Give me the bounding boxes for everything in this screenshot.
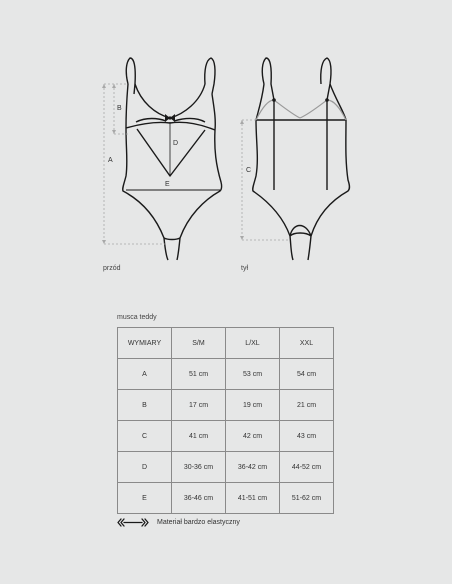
measure-letter-a: A: [108, 157, 113, 164]
row-label: D: [118, 452, 172, 483]
elasticity-note-text: Materiał bardzo elastyczny: [157, 519, 240, 526]
product-name: musca teddy: [117, 314, 157, 321]
header-size-xxl: XXL: [280, 328, 334, 359]
front-garment-drawing: [123, 58, 222, 260]
table-cell: 43 cm: [280, 421, 334, 452]
table-cell: 30-36 cm: [172, 452, 226, 483]
front-view-label: przód: [103, 265, 121, 272]
header-measurements: WYMIARY: [118, 328, 172, 359]
table-cell: 41-51 cm: [226, 483, 280, 514]
table-cell: 19 cm: [226, 390, 280, 421]
measure-letter-e: E: [165, 181, 170, 188]
size-table-header-row: [118, 328, 334, 359]
elasticity-note: [117, 518, 240, 527]
row-label: B: [118, 390, 172, 421]
table-cell: 41 cm: [172, 421, 226, 452]
header-size-lxl: L/XL: [226, 328, 280, 359]
table-cell: 21 cm: [280, 390, 334, 421]
table-cell: 53 cm: [226, 359, 280, 390]
table-row: [118, 359, 334, 390]
table-cell: 42 cm: [226, 421, 280, 452]
stretch-arrows-icon: [117, 518, 149, 527]
row-label: A: [118, 359, 172, 390]
back-garment-drawing: [253, 58, 350, 260]
row-label: E: [118, 483, 172, 514]
measure-letter-c: C: [246, 167, 252, 174]
table-row: [118, 421, 334, 452]
front-measurement-guides: [104, 84, 170, 244]
size-table: [117, 327, 334, 514]
table-cell: 36-42 cm: [226, 452, 280, 483]
measure-letter-d: D: [173, 140, 179, 147]
measure-letter-b: B: [117, 105, 122, 112]
header-size-sm: S/M: [172, 328, 226, 359]
back-view-label: tył: [241, 265, 248, 272]
table-row: [118, 452, 334, 483]
row-label: C: [118, 421, 172, 452]
table-cell: 51 cm: [172, 359, 226, 390]
table-row: [118, 483, 334, 514]
back-grey-straps: [256, 100, 346, 120]
table-cell: 51-62 cm: [280, 483, 334, 514]
table-row: [118, 390, 334, 421]
bow-icon: [165, 114, 175, 122]
back-strap-rings-icon: [272, 98, 329, 102]
table-cell: 54 cm: [280, 359, 334, 390]
table-cell: 36-46 cm: [172, 483, 226, 514]
table-cell: 17 cm: [172, 390, 226, 421]
table-cell: 44-52 cm: [280, 452, 334, 483]
